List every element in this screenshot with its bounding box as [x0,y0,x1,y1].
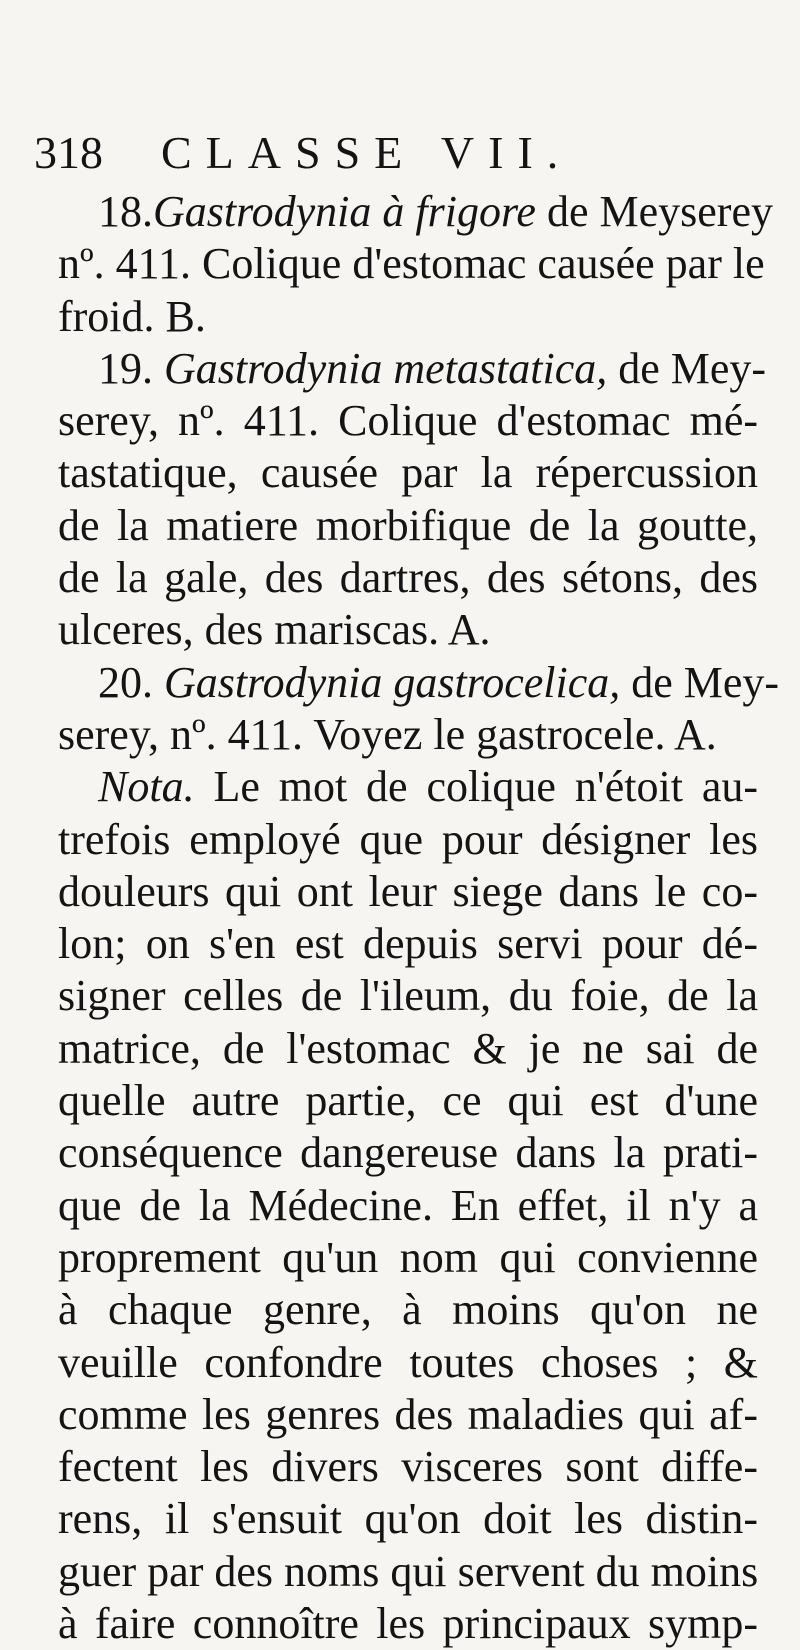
text-line: signer celles de l'ileum, du foie, de la [58,971,758,1021]
text-line: proprement qu'un nom qui convienne [58,1232,758,1282]
nota-first-line [58,761,758,813]
text-line: trefois employé que pour désigner les [58,814,758,864]
text-line: rens, il s'ensuit qu'on doit les distin- [58,1494,758,1544]
entry-number: 19. [98,343,153,393]
text-line: ulceres, des mariscas. A. [58,605,491,655]
page-number: 318 [34,127,103,178]
text-line: serey, nº. 411. Voyez le gastrocele. A. [58,709,717,759]
text-line: froid. B. [58,291,206,341]
entry-19-first-line [58,343,767,395]
text-line: lon; on s'en est depuis servi pour dé- [58,919,758,969]
entry-latin-name: Gastrodynia à frigore [153,187,536,236]
text-line: à chaque genre, à moins qu'on ne [58,1285,758,1335]
nota-label: Nota. [98,762,195,812]
entry-20-first-line [58,657,780,709]
text-line: fectent les divers visceres sont diffe- [58,1442,758,1492]
entry-number: 18. [98,187,153,236]
text-line: nº. 411. Colique d'estomac causée par le [58,239,765,289]
entry-18-first-line [58,186,773,238]
entry-text: de Mey- [631,657,780,707]
entry-text: de Meyserey [546,187,773,236]
running-title: CLASSE VII. [161,127,573,178]
nota-text: Le mot de colique n'étoit au- [213,762,758,812]
text-line: de la matiere morbifique de la goutte, [58,500,758,550]
text-line: serey, nº. 411. Colique d'estomac mé- [58,396,758,446]
text-line: douleurs qui ont leur siege dans le co- [58,866,758,916]
entry-latin-name: Gastrodynia metastatica, [164,343,608,393]
text-line: conséquence dangereuse dans la prati- [58,1128,758,1178]
text-line: à faire connoître les principaux symp- [58,1599,758,1649]
text-line: matrice, de l'estomac & je ne sai de [58,1023,758,1073]
text-line: tastatique, causée par la répercussion [58,448,758,498]
page-header [34,126,572,184]
entry-number: 20. [98,657,153,707]
body-text [58,186,780,1650]
text-line: que de la Médecine. En effet, il n'y a [58,1180,758,1230]
entry-text: de Mey- [618,343,767,393]
text-line: guer par des noms qui servent du moins [58,1546,759,1596]
entry-latin-name: Gastrodynia gastrocelica, [164,657,621,707]
text-line: de la gale, des dartres, des sétons, des [58,553,758,603]
text-line: veuille confondre toutes choses ; & [58,1337,758,1387]
text-line: quelle autre partie, ce qui est d'une [58,1076,758,1126]
text-line: comme les genres des maladies qui af- [58,1389,758,1439]
